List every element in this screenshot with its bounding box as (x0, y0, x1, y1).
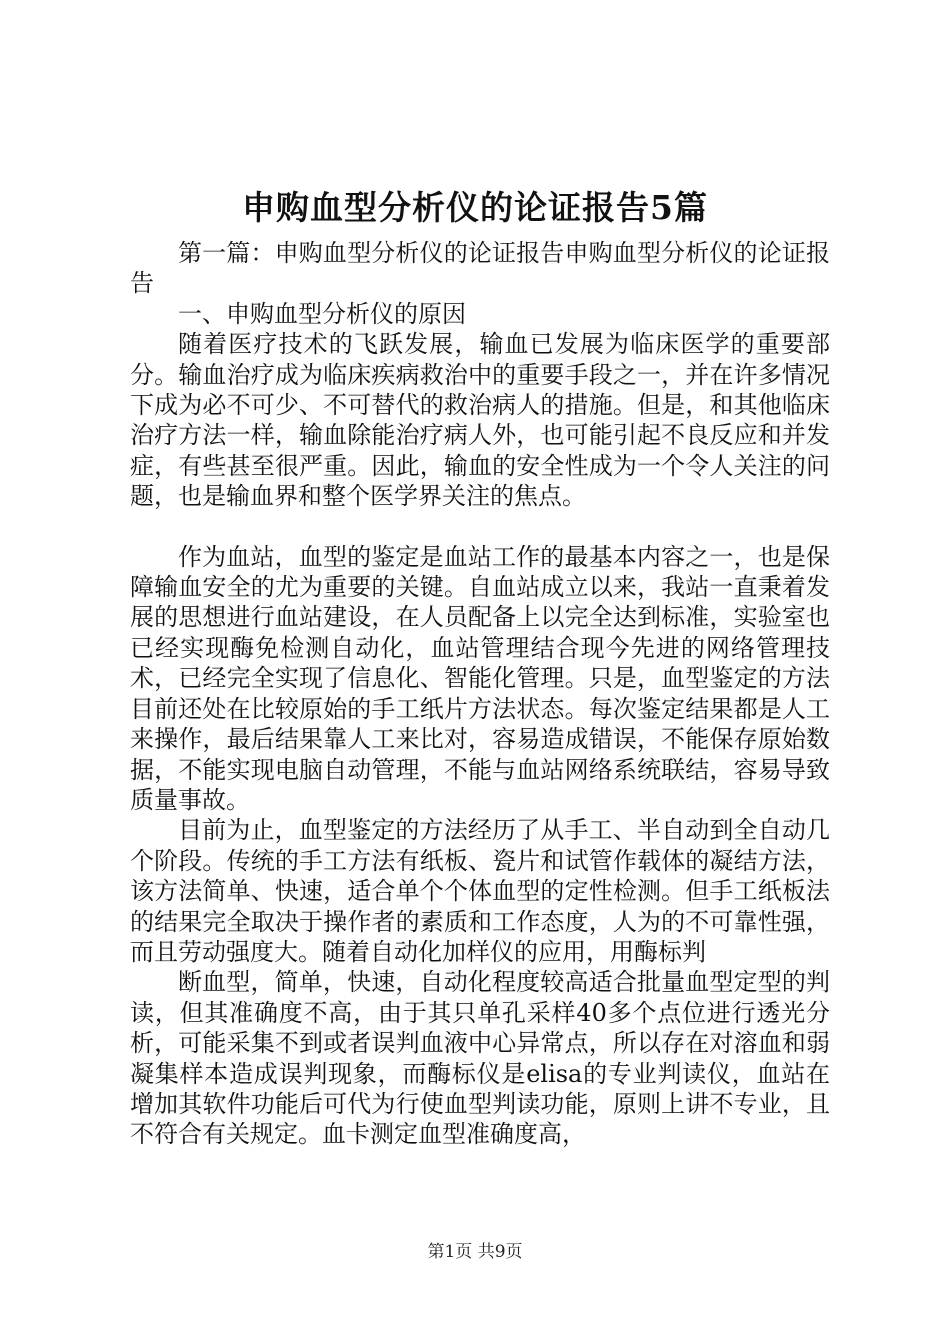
page-number-footer: 第1页 共9页 (427, 1242, 523, 1262)
paragraph-section-heading: 一、申购血型分析仪的原因 (178, 299, 466, 328)
document-body (130, 238, 830, 1150)
paragraph: 作为血站，血型的鉴定是血站工作的最基本内容之一，也是保障输血安全的尤为重要的关键。自血站成立以来，我站一直秉着发展的思想进行血站建设，在人员配备上以完全达到标准，实验室也已经实现酶免检测自动化，血站管理结合现今先进的网络管理技术，已经完全实现了信息化、智能化管理。只是，血型鉴定的方法目前还处在比较原始的手工纸片方法状态。每次鉴定结果都是人工来操作，最后结果靠人工来比对，容易造成错误，不能保存原始数据，不能实现电脑自动管理，不能与血站网络系统联结，容易导致质量事故。 (130, 542, 830, 814)
paragraph-chapter-heading: 第一篇：申购血型分析仪的论证报告申购血型分析仪的论证报告 (130, 239, 830, 298)
paragraph: 断血型，简单，快速，自动化程度较高适合批量血型定型的判读，但其准确度不高，由于其只单孔采样40多个点位进行透光分析，可能采集不到或者误判血液中心异常点，所以存在对溶血和弱凝集样本造成误判现象，而酶标仪是elisa的专业判读仪，血站在增加其软件功能后可代为行使血型判读功能，原则上讲不专业，且不符合有关规定。血卡测定血型准确度高， (130, 968, 830, 1149)
paragraph: 随着医疗技术的飞跃发展，输血已发展为临床医学的重要部分。输血治疗成为临床疾病救治中的重要手段之一，并在许多情况下成为必不可少、不可替代的救治病人的措施。但是，和其他临床治疗方法一样，输血除能治疗病人外，也可能引起不良反应和并发症，有些甚至很严重。因此，输血的安全性成为一个令人关注的问题，也是输血界和整个医学界关注的焦点。 (130, 330, 830, 511)
paragraph: 目前为止，血型鉴定的方法经历了从手工、半自动到全自动几个阶段。传统的手工方法有纸板、瓷片和试管作载体的凝结方法，该方法简单、快速，适合单个个体血型的定性检测。但手工纸板法的结果完全取决于操作者的素质和工作态度，人为的不可靠性强，而且劳动强度大。随着自动化加样仪的应用，用酶标判 (130, 816, 830, 966)
page-title: 申购血型分析仪的论证报告5篇 (242, 188, 708, 227)
